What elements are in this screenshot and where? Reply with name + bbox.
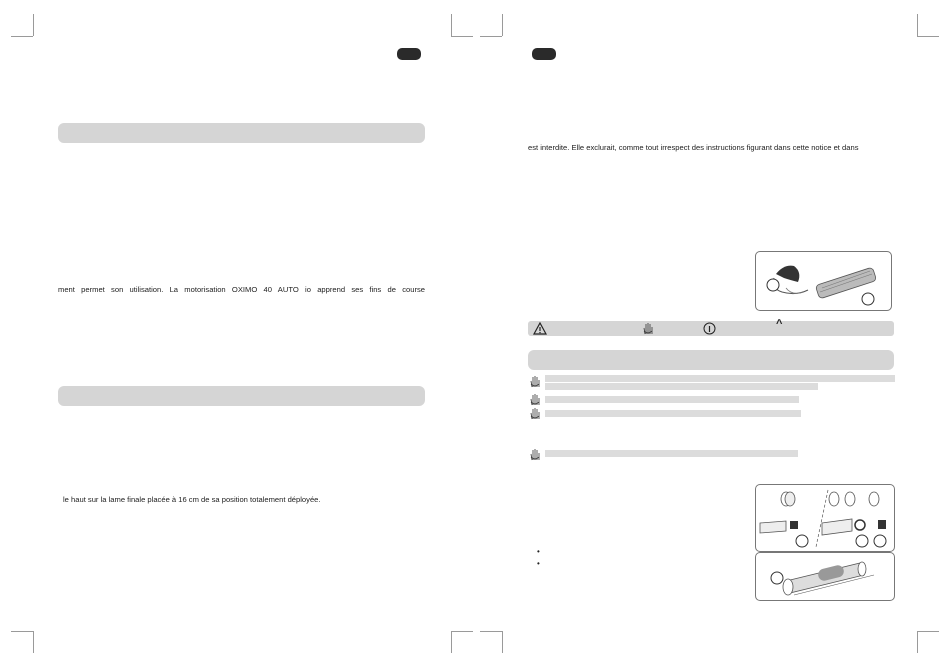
text-line-placeholder bbox=[545, 383, 818, 390]
left-paragraph-line: le haut sur la lame finale placée à 16 cm de sa position totalement déployée. bbox=[63, 495, 321, 504]
crop-mark bbox=[451, 631, 473, 632]
page-tab-left bbox=[397, 48, 421, 60]
hand-icon bbox=[642, 322, 654, 335]
motor-illustration bbox=[756, 252, 891, 310]
section-header-band bbox=[58, 386, 425, 406]
crop-mark bbox=[917, 631, 939, 632]
figure-assembly-bottom bbox=[755, 552, 895, 601]
crop-mark bbox=[480, 631, 502, 632]
left-paragraph-line: ment permet son utilisation. La motorisation OXIMO 40 AUTO io apprend ses fins de course bbox=[58, 285, 425, 294]
page-tab-right bbox=[532, 48, 556, 60]
hand-icon bbox=[529, 393, 541, 406]
section-header-band bbox=[58, 123, 425, 143]
crop-mark bbox=[33, 631, 34, 653]
bullet-point: • bbox=[537, 559, 540, 568]
hand-icon bbox=[529, 375, 541, 388]
crop-mark bbox=[451, 14, 452, 36]
crop-mark bbox=[480, 36, 502, 37]
warning-icon bbox=[533, 322, 547, 335]
crop-mark bbox=[451, 631, 452, 653]
assembly-illustration bbox=[756, 485, 894, 551]
figure-motor-remote bbox=[755, 251, 892, 311]
tube-illustration bbox=[756, 553, 894, 600]
crop-mark bbox=[33, 14, 34, 36]
figure-assembly-top bbox=[755, 484, 895, 552]
caret-symbol: ^ bbox=[776, 318, 783, 330]
info-icon bbox=[703, 322, 716, 335]
crop-mark bbox=[11, 36, 33, 37]
crop-mark bbox=[11, 631, 33, 632]
crop-mark bbox=[502, 14, 503, 36]
bullet-point: • bbox=[537, 547, 540, 556]
text-line-placeholder bbox=[545, 410, 801, 417]
crop-mark bbox=[917, 36, 939, 37]
crop-mark bbox=[917, 631, 918, 653]
hand-icon bbox=[529, 448, 541, 461]
text-line-placeholder bbox=[545, 396, 799, 403]
crop-mark bbox=[502, 631, 503, 653]
crop-mark bbox=[917, 14, 918, 36]
right-paragraph-line: est interdite. Elle exclurait, comme tout irrespect des instructions figurant dans cette notice et dans bbox=[528, 143, 859, 152]
section-header-band bbox=[528, 350, 894, 370]
text-line-placeholder bbox=[545, 450, 798, 457]
hand-icon bbox=[529, 407, 541, 420]
text-line-placeholder bbox=[545, 375, 895, 382]
crop-mark bbox=[451, 36, 473, 37]
